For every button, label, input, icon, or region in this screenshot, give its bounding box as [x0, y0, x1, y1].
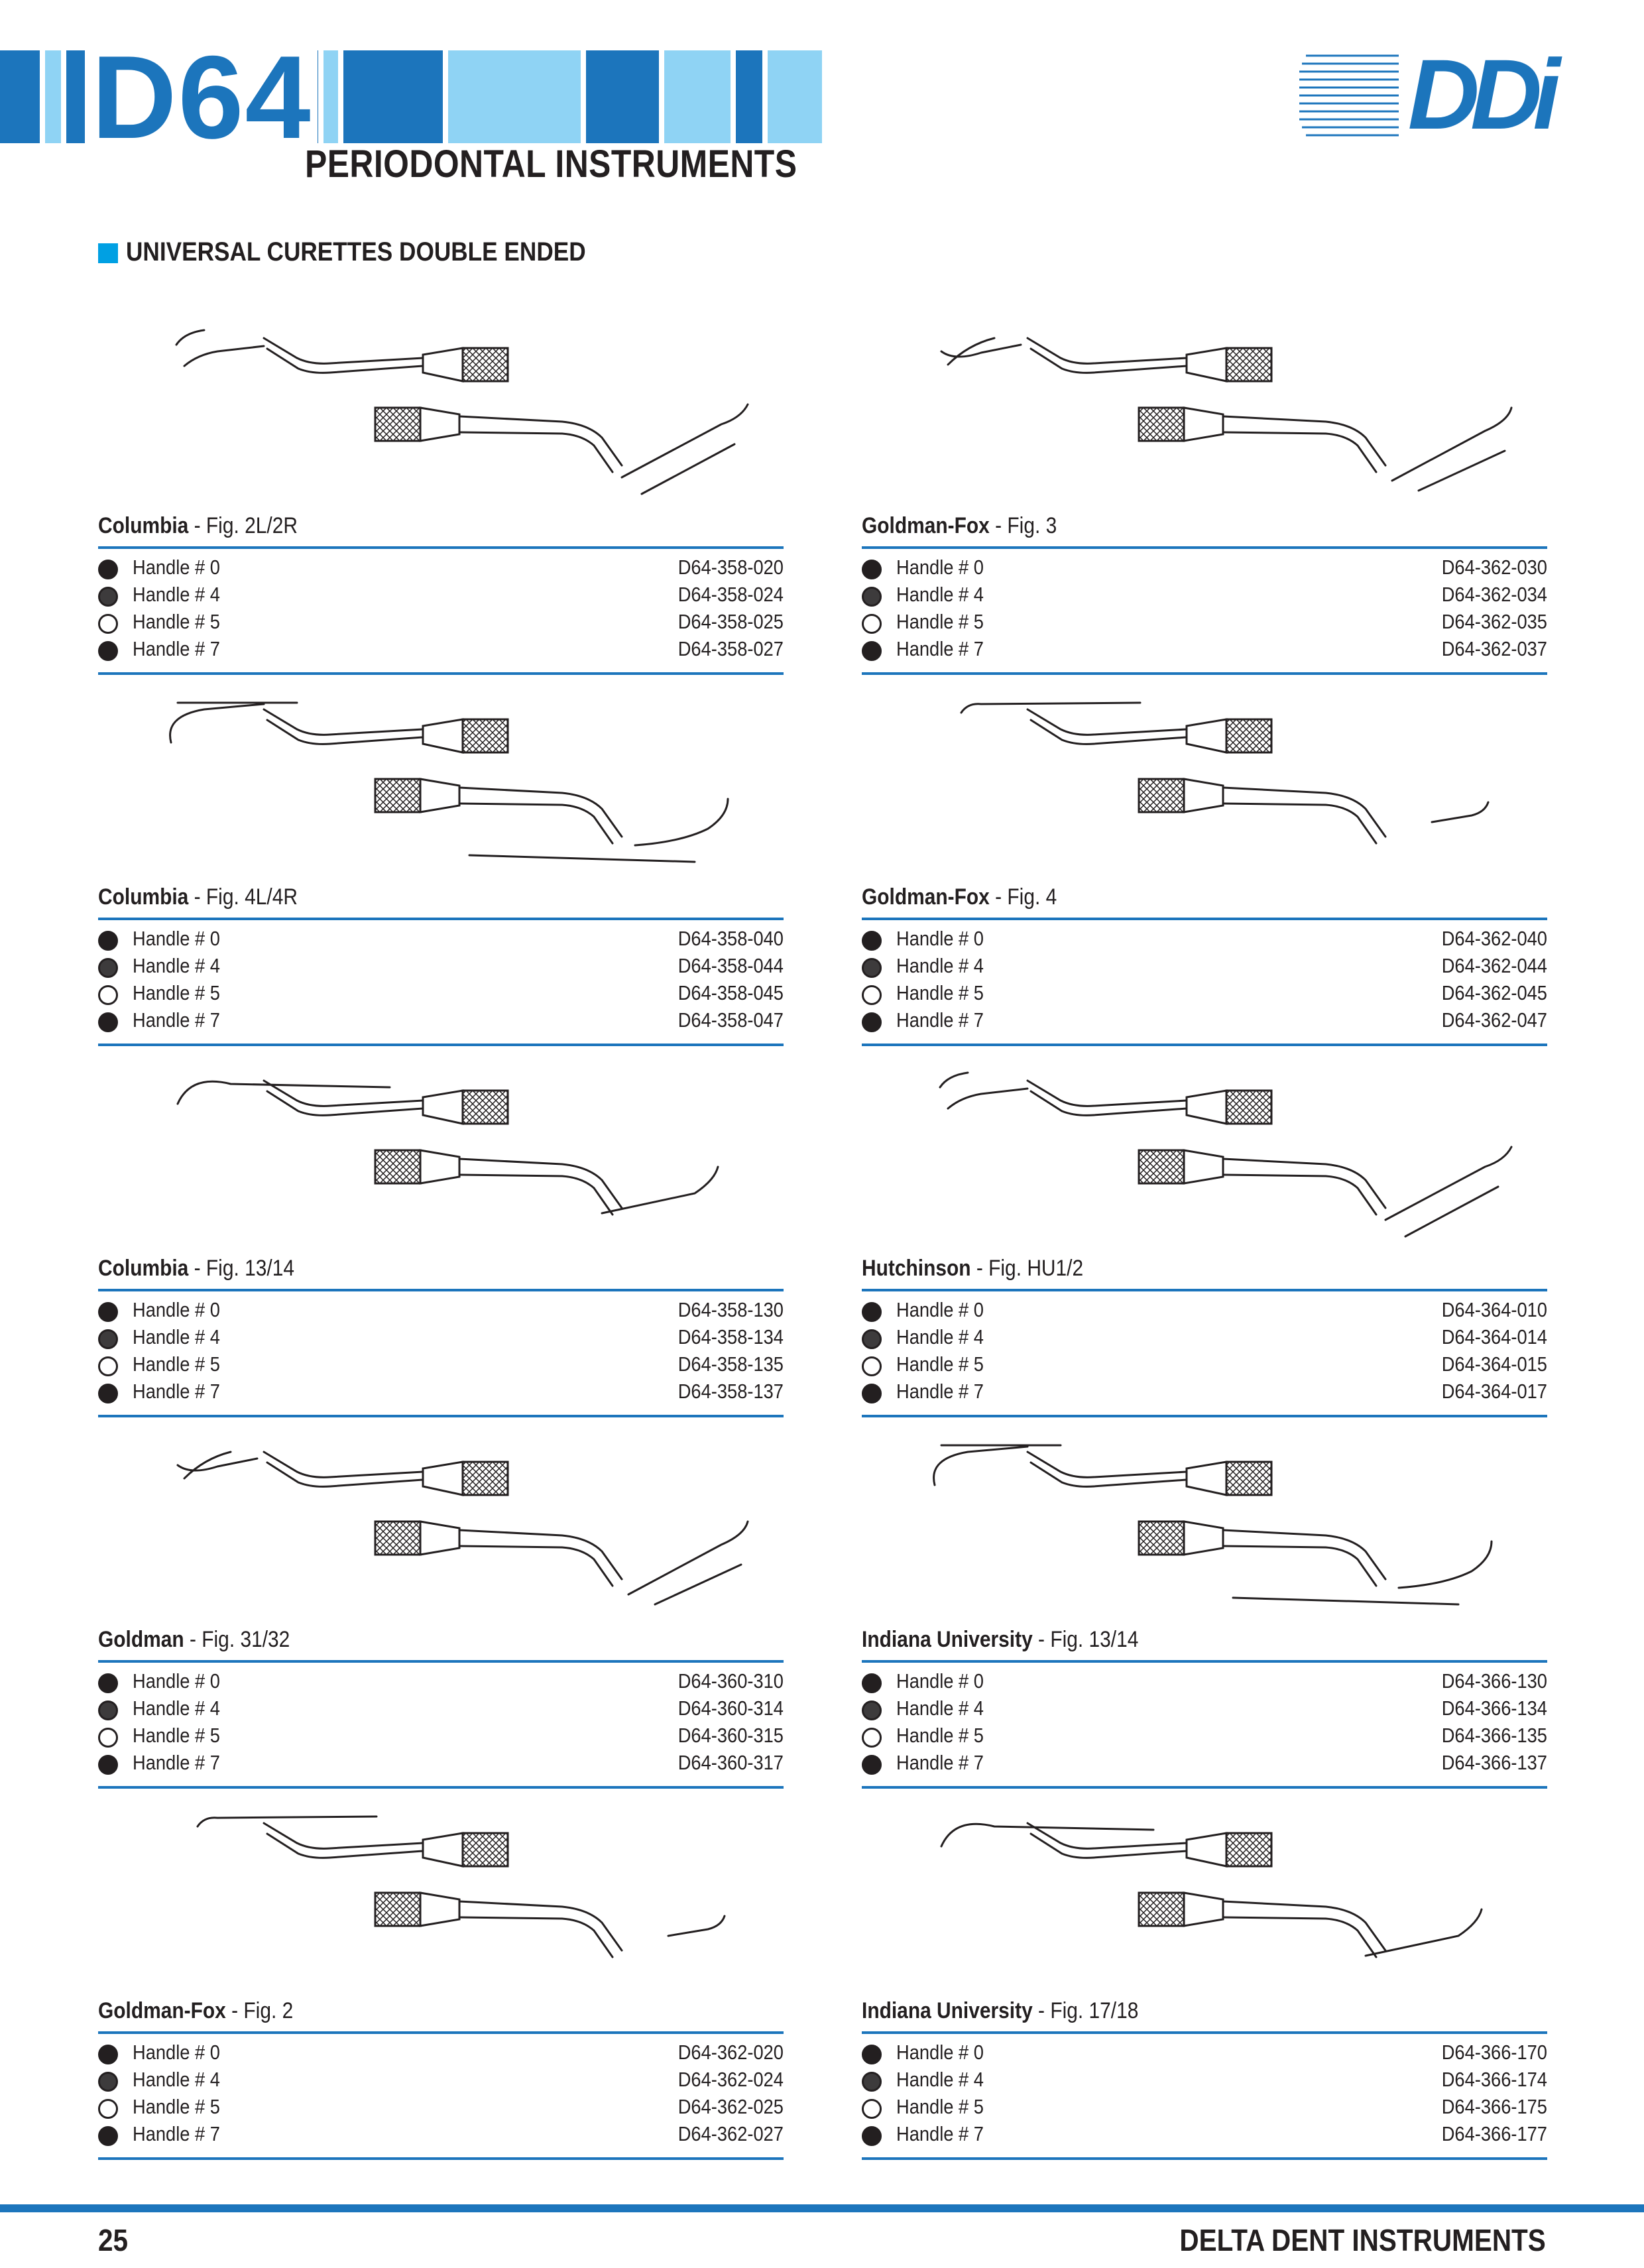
handle-row: [862, 980, 1547, 1007]
handle-list: [862, 2039, 1547, 2148]
handle-row: [98, 609, 784, 636]
handle-label: Handle # 7: [133, 2122, 220, 2145]
product-figure: - Fig. 13/14: [1032, 1627, 1139, 1652]
article-code: D64-358-135: [677, 1352, 784, 1376]
handle-row: [98, 980, 784, 1007]
article-code: D64-364-015: [1441, 1352, 1547, 1376]
divider: [98, 2157, 784, 2160]
filled-circle-icon: [98, 560, 118, 579]
article-code: D64-366-130: [1441, 1669, 1547, 1693]
product-figure: - Fig. 4L/4R: [188, 884, 298, 910]
handle-row: [862, 1378, 1547, 1405]
handle-label: Handle # 4: [133, 954, 220, 977]
handle-label: Handle # 0: [896, 556, 984, 579]
article-code: D64-358-020: [677, 556, 784, 579]
handle-row: [862, 2066, 1547, 2094]
article-code: D64-358-044: [677, 954, 784, 977]
handle-list: [98, 1297, 784, 1405]
open-circle-icon: [862, 2099, 882, 2119]
handle-row: [98, 1378, 784, 1405]
handle-row: [862, 554, 1547, 581]
divider: [98, 1289, 784, 1291]
product-family: Columbia: [98, 884, 189, 910]
divider: [862, 546, 1547, 549]
handle-label: Handle # 0: [896, 927, 984, 950]
handle-row: [862, 636, 1547, 663]
handle-label: Handle # 5: [133, 981, 220, 1004]
handle-row: [98, 2039, 784, 2066]
product-figure: - Fig. 2: [225, 1998, 294, 2023]
article-code: D64-358-027: [677, 637, 784, 660]
article-code: D64-358-024: [677, 583, 784, 606]
handle-row: [98, 1007, 784, 1034]
divider: [862, 918, 1547, 920]
filled-circle-icon: [98, 931, 118, 951]
handle-row: [862, 1351, 1547, 1378]
handle-row: [862, 2094, 1547, 2121]
article-code: D64-364-010: [1441, 1298, 1547, 1321]
article-code: D64-366-170: [1441, 2041, 1547, 2064]
product-family: Goldman: [98, 1627, 184, 1652]
instrument-drawing: [98, 1034, 784, 1253]
dark-circle-icon: [98, 1701, 118, 1720]
dark-circle-icon: [862, 2072, 882, 2092]
handle-label: Handle # 4: [896, 954, 984, 977]
article-code: D64-362-020: [677, 2041, 784, 2064]
instrument-drawing: [98, 292, 784, 510]
filled-circle-icon: [862, 1012, 882, 1032]
handle-list: [98, 554, 784, 663]
handle-list: [862, 554, 1547, 663]
article-code: D64-358-047: [677, 1008, 784, 1032]
handle-row: [98, 2094, 784, 2121]
dark-circle-icon: [862, 1329, 882, 1349]
handle-label: Handle # 4: [896, 1697, 984, 1720]
section-title: UNIVERSAL CURETTES DOUBLE ENDED: [126, 237, 586, 267]
article-code: D64-366-175: [1441, 2095, 1547, 2118]
handle-label: Handle # 5: [896, 981, 984, 1004]
article-code: D64-362-030: [1441, 556, 1547, 579]
filled-circle-icon: [98, 1755, 118, 1775]
dark-circle-icon: [98, 958, 118, 978]
product-figure: - Fig. 4: [989, 884, 1057, 910]
filled-circle-icon: [98, 2045, 118, 2064]
filled-circle-icon: [98, 2126, 118, 2146]
handle-row: [862, 581, 1547, 609]
product-family: Goldman-Fox: [862, 884, 990, 910]
article-code: D64-358-134: [677, 1325, 784, 1348]
product-family: Indiana University: [862, 1627, 1033, 1652]
open-circle-icon: [862, 1356, 882, 1376]
product-figure: - Fig. 2L/2R: [188, 513, 298, 538]
filled-circle-icon: [862, 1755, 882, 1775]
open-circle-icon: [98, 1356, 118, 1376]
instrument-drawing: [98, 663, 784, 882]
handle-row: [862, 2039, 1547, 2066]
filled-circle-icon: [98, 641, 118, 661]
handle-row: [98, 1297, 784, 1324]
open-circle-icon: [98, 985, 118, 1005]
article-code: D64-362-027: [677, 2122, 784, 2145]
handle-label: Handle # 4: [133, 1325, 220, 1348]
filled-circle-icon: [862, 641, 882, 661]
open-circle-icon: [98, 614, 118, 634]
handle-label: Handle # 5: [133, 1352, 220, 1376]
article-code: D64-362-037: [1441, 637, 1547, 660]
product-family: Goldman-Fox: [862, 513, 990, 538]
handle-row: [98, 2066, 784, 2094]
product-family: Goldman-Fox: [98, 1998, 226, 2023]
article-code: D64-366-137: [1441, 1751, 1547, 1774]
handle-row: [862, 1750, 1547, 1777]
handle-row: [98, 1750, 784, 1777]
handle-label: Handle # 4: [896, 1325, 984, 1348]
product-name: [862, 513, 1057, 539]
article-code: D64-358-040: [677, 927, 784, 950]
handle-label: Handle # 0: [133, 927, 220, 950]
handle-label: Handle # 5: [896, 1724, 984, 1747]
handle-label: Handle # 4: [896, 583, 984, 606]
dark-circle-icon: [862, 1701, 882, 1720]
handle-label: Handle # 0: [133, 1298, 220, 1321]
handle-label: Handle # 7: [133, 1380, 220, 1403]
dark-circle-icon: [862, 587, 882, 607]
handle-row: [98, 1668, 784, 1695]
product-name: [98, 1256, 294, 1282]
handle-row: [862, 1007, 1547, 1034]
open-circle-icon: [862, 614, 882, 634]
product-name: [98, 1998, 293, 2024]
instrument-drawing: [862, 1034, 1547, 1253]
product-figure: - Fig. 3: [989, 513, 1057, 538]
handle-label: Handle # 4: [133, 1697, 220, 1720]
filled-circle-icon: [862, 2045, 882, 2064]
handle-row: [98, 636, 784, 663]
article-code: D64-360-317: [677, 1751, 784, 1774]
catalog-code: D64: [86, 41, 318, 154]
divider: [98, 1660, 784, 1663]
open-circle-icon: [862, 1728, 882, 1748]
page-title: PERIODONTAL INSTRUMENTS: [305, 143, 797, 186]
handle-list: [98, 1668, 784, 1777]
handle-label: Handle # 5: [896, 610, 984, 633]
divider: [98, 918, 784, 920]
handle-list: [862, 1668, 1547, 1777]
handle-label: Handle # 7: [896, 1008, 984, 1032]
product-name: [862, 1627, 1138, 1653]
handle-label: Handle # 7: [133, 1008, 220, 1032]
dark-circle-icon: [98, 1329, 118, 1349]
handle-list: [98, 925, 784, 1034]
instrument-drawing: [862, 1405, 1547, 1624]
handle-label: Handle # 0: [133, 2041, 220, 2064]
divider: [862, 1289, 1547, 1291]
divider: [862, 2157, 1547, 2160]
product-family: Hutchinson: [862, 1256, 971, 1281]
article-code: D64-358-130: [677, 1298, 784, 1321]
open-circle-icon: [862, 985, 882, 1005]
handle-label: Handle # 0: [896, 2041, 984, 2064]
handle-label: Handle # 5: [133, 610, 220, 633]
product-name: [98, 1627, 290, 1653]
filled-circle-icon: [98, 1302, 118, 1322]
handle-label: Handle # 4: [896, 2068, 984, 2091]
filled-circle-icon: [862, 931, 882, 951]
article-code: D64-364-017: [1441, 1380, 1547, 1403]
divider: [98, 546, 784, 549]
article-code: D64-360-310: [677, 1669, 784, 1693]
handle-list: [862, 1297, 1547, 1405]
handle-row: [862, 953, 1547, 980]
product-name: [98, 884, 298, 910]
handle-row: [862, 609, 1547, 636]
article-code: D64-362-024: [677, 2068, 784, 2091]
article-code: D64-364-014: [1441, 1325, 1547, 1348]
article-code: D64-366-134: [1441, 1697, 1547, 1720]
dark-circle-icon: [98, 2072, 118, 2092]
handle-row: [862, 1668, 1547, 1695]
handle-label: Handle # 0: [896, 1298, 984, 1321]
divider: [862, 1660, 1547, 1663]
article-code: D64-366-174: [1441, 2068, 1547, 2091]
article-code: D64-362-044: [1441, 954, 1547, 977]
filled-circle-icon: [862, 2126, 882, 2146]
product-family: Indiana University: [862, 1998, 1033, 2023]
instrument-drawing: [862, 292, 1547, 510]
handle-row: [98, 1695, 784, 1722]
filled-circle-icon: [862, 1673, 882, 1693]
open-circle-icon: [98, 2099, 118, 2119]
square-bullet-icon: [98, 243, 118, 263]
handle-label: Handle # 0: [133, 556, 220, 579]
article-code: D64-362-025: [677, 2095, 784, 2118]
handle-label: Handle # 0: [133, 1669, 220, 1693]
handle-row: [98, 925, 784, 953]
handle-row: [98, 581, 784, 609]
article-code: D64-358-025: [677, 610, 784, 633]
instrument-drawing: [862, 1777, 1547, 1996]
filled-circle-icon: [98, 1673, 118, 1693]
handle-label: Handle # 4: [133, 2068, 220, 2091]
article-code: D64-362-034: [1441, 583, 1547, 606]
page-number: 25: [98, 2223, 129, 2257]
product-name: [98, 513, 298, 539]
handle-row: [98, 1324, 784, 1351]
filled-circle-icon: [862, 1302, 882, 1322]
handle-list: [862, 925, 1547, 1034]
divider: [862, 2031, 1547, 2034]
handle-row: [862, 1297, 1547, 1324]
article-code: D64-362-040: [1441, 927, 1547, 950]
product-name: [862, 884, 1057, 910]
instrument-drawing: [98, 1405, 784, 1624]
handle-label: Handle # 5: [133, 2095, 220, 2118]
filled-circle-icon: [98, 1012, 118, 1032]
product-figure: - Fig. 13/14: [188, 1256, 294, 1281]
article-code: D64-362-045: [1441, 981, 1547, 1004]
instrument-drawing: [862, 663, 1547, 882]
handle-label: Handle # 7: [896, 2122, 984, 2145]
handle-row: [862, 1324, 1547, 1351]
handle-label: Handle # 4: [133, 583, 220, 606]
handle-row: [862, 1695, 1547, 1722]
company-name: DELTA DENT INSTRUMENTS: [1179, 2223, 1546, 2257]
article-code: D64-362-035: [1441, 610, 1547, 633]
handle-label: Handle # 7: [896, 637, 984, 660]
handle-row: [98, 2121, 784, 2148]
handle-row: [862, 1722, 1547, 1750]
handle-label: Handle # 7: [133, 1751, 220, 1774]
handle-row: [862, 2121, 1547, 2148]
filled-circle-icon: [862, 560, 882, 579]
article-code: D64-358-045: [677, 981, 784, 1004]
handle-label: Handle # 5: [133, 1724, 220, 1747]
handle-row: [98, 554, 784, 581]
open-circle-icon: [98, 1728, 118, 1748]
handle-label: Handle # 7: [896, 1380, 984, 1403]
handle-row: [862, 925, 1547, 953]
handle-label: Handle # 0: [896, 1669, 984, 1693]
article-code: D64-358-137: [677, 1380, 784, 1403]
handle-label: Handle # 7: [896, 1751, 984, 1774]
handle-row: [98, 1351, 784, 1378]
handle-list: [98, 2039, 784, 2148]
ddi-logo: [1299, 38, 1551, 150]
logo-wordmark: DDi: [1407, 38, 1551, 150]
footer-rule: [0, 2204, 1644, 2212]
product-figure: - Fig. 17/18: [1032, 1998, 1139, 2023]
dark-circle-icon: [98, 587, 118, 607]
divider: [98, 2031, 784, 2034]
filled-circle-icon: [862, 1384, 882, 1403]
handle-label: Handle # 7: [133, 637, 220, 660]
article-code: D64-366-177: [1441, 2122, 1547, 2145]
filled-circle-icon: [98, 1384, 118, 1403]
article-code: D64-360-315: [677, 1724, 784, 1747]
article-code: D64-360-314: [677, 1697, 784, 1720]
product-name: [862, 1998, 1138, 2024]
article-code: D64-366-135: [1441, 1724, 1547, 1747]
product-figure: - Fig. HU1/2: [970, 1256, 1084, 1281]
product-name: [862, 1256, 1083, 1282]
dark-circle-icon: [862, 958, 882, 978]
article-code: D64-362-047: [1441, 1008, 1547, 1032]
product-figure: - Fig. 31/32: [184, 1627, 290, 1652]
handle-label: Handle # 5: [896, 1352, 984, 1376]
instrument-drawing: [98, 1777, 784, 1996]
product-family: Columbia: [98, 1256, 189, 1281]
handle-label: Handle # 5: [896, 2095, 984, 2118]
handle-row: [98, 953, 784, 980]
handle-row: [98, 1722, 784, 1750]
product-family: Columbia: [98, 513, 189, 538]
